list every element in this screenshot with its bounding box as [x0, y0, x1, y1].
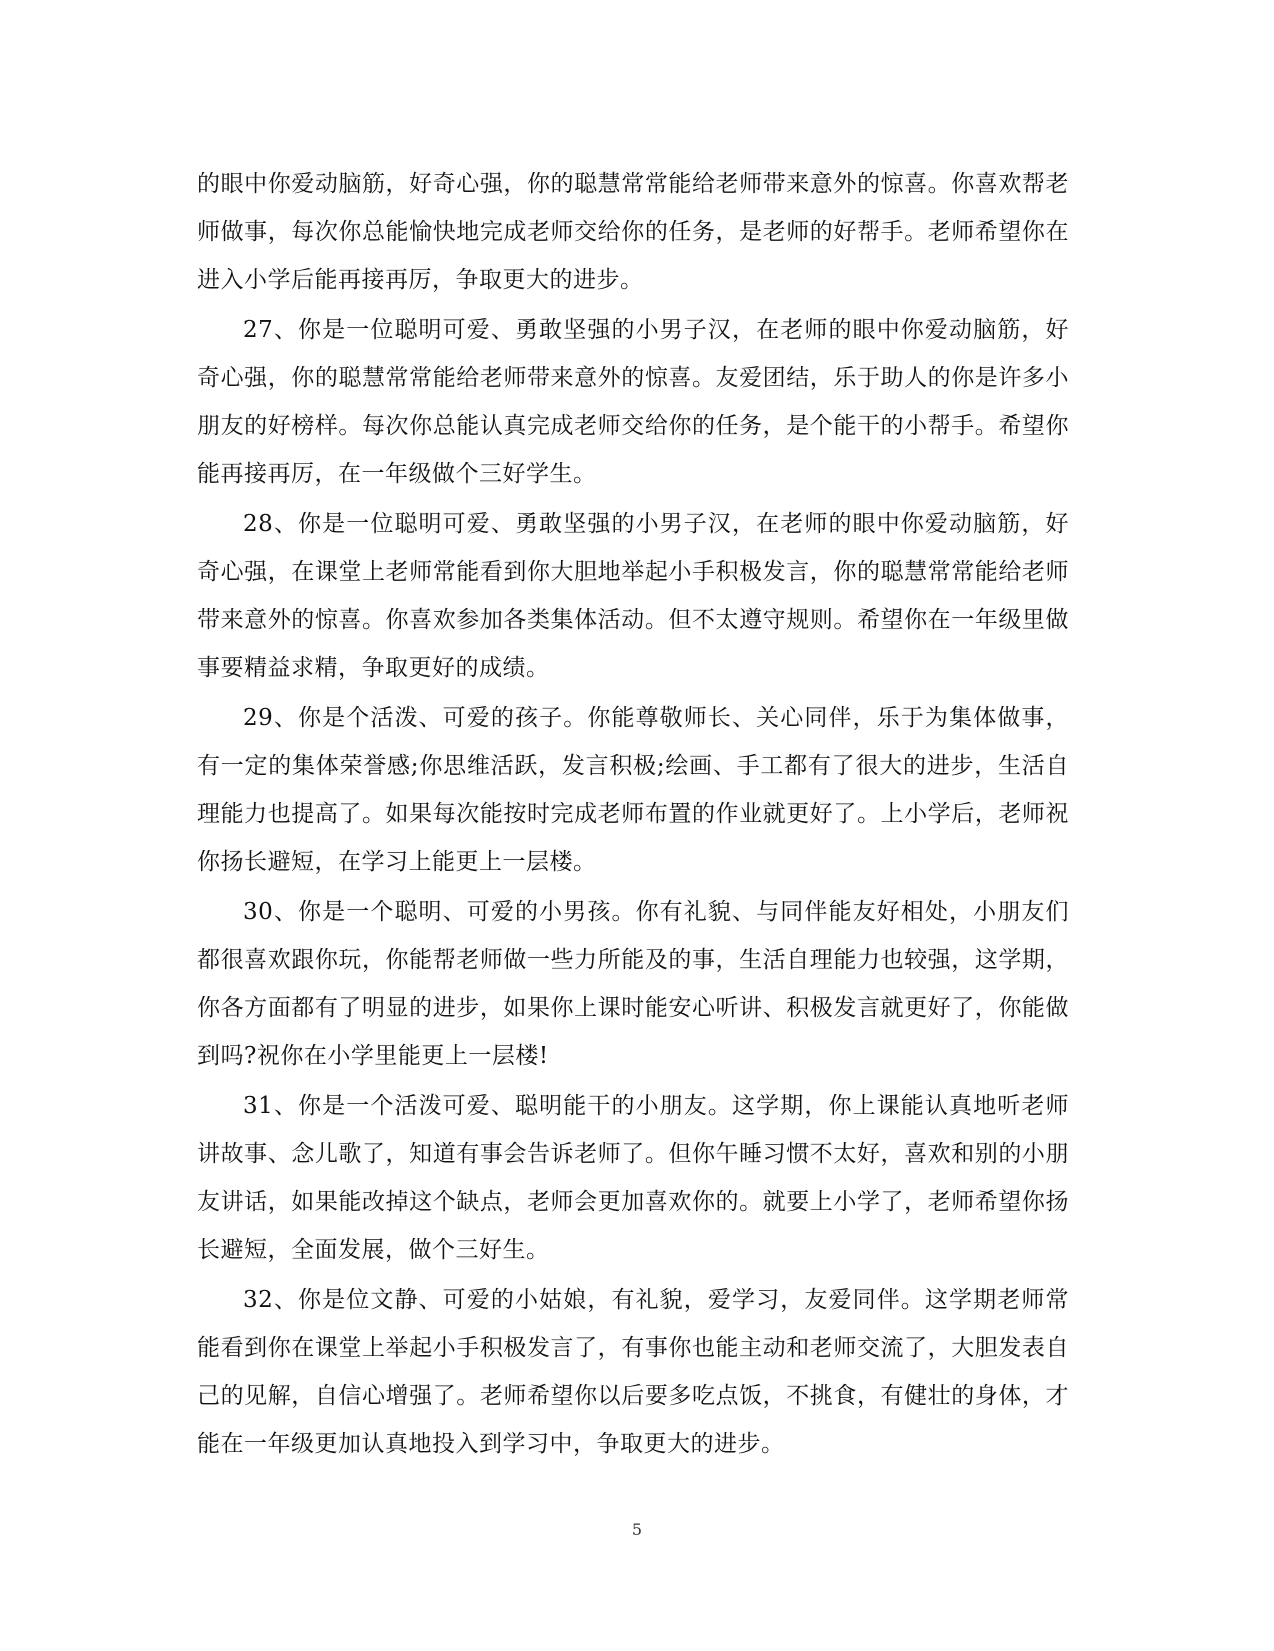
paragraph-29: 29、你是个活泼、可爱的孩子。你能尊敬师长、关心同伴，乐于为集体做事，有一定的集体荣誉感;你思维活跃，发言积极;绘画、手工都有了很大的进步，生活自理能力也提高了。如果每次能按时完成老师布置的作业就更好了。上小学后，老师祝你扬长避短，在学习上能更上一层楼。 [197, 705, 1069, 875]
paragraph-31: 31、你是一个活泼可爱、聪明能干的小朋友。这学期，你上课能认真地听老师讲故事、念儿歌了，知道有事会告诉老师了。但你午睡习惯不太好，喜欢和别的小朋友讲话，如果能改掉这个缺点，老师会更加喜欢你的。就要上小学了，老师希望你扬长避短，全面发展，做个三好生。 [197, 1093, 1069, 1263]
paragraph-28: 28、你是一位聪明可爱、勇敢坚强的小男子汉，在老师的眼中你爱动脑筋，好奇心强，在课堂上老师常能看到你大胆地举起小手积极发言，你的聪慧常常能给老师带来意外的惊喜。你喜欢参加各类集体活动。但不太遵守规则。希望你在一年级里做事要精益求精，争取更好的成绩。 [197, 511, 1069, 681]
paragraph-continuation: 的眼中你爱动脑筋，好奇心强，你的聪慧常常能给老师带来意外的惊喜。你喜欢帮老师做事，每次你总能愉快地完成老师交给你的任务，是老师的好帮手。老师希望你在进入小学后能再接再厉，争取更大的进步。 [197, 171, 1069, 293]
document-body [197, 160, 1069, 1470]
paragraph-32: 32、你是位文静、可爱的小姑娘，有礼貌，爱学习，友爱同伴。这学期老师常能看到你在课堂上举起小手积极发言了，有事你也能主动和老师交流了，大胆发表自己的见解，自信心增强了。老师希望你以后要多吃点饭，不挑食，有健壮的身体，才能在一年级更加认真地投入到学习中，争取更大的进步。 [197, 1287, 1069, 1457]
page-number: 5 [631, 1520, 643, 1539]
paragraph-30: 30、你是一个聪明、可爱的小男孩。你有礼貌、与同伴能友好相处，小朋友们都很喜欢跟你玩，你能帮老师做一些力所能及的事，生活自理能力也较强，这学期，你各方面都有了明显的进步，如果你上课时能安心听讲、积极发言就更好了，你能做到吗?祝你在小学里能更上一层楼! [197, 899, 1069, 1069]
paragraph-27: 27、你是一位聪明可爱、勇敢坚强的小男子汉，在老师的眼中你爱动脑筋，好奇心强，你的聪慧常常能给老师带来意外的惊喜。友爱团结，乐于助人的你是许多小朋友的好榜样。每次你总能认真完成老师交给你的任务，是个能干的小帮手。希望你能再接再厉，在一年级做个三好学生。 [197, 317, 1069, 487]
